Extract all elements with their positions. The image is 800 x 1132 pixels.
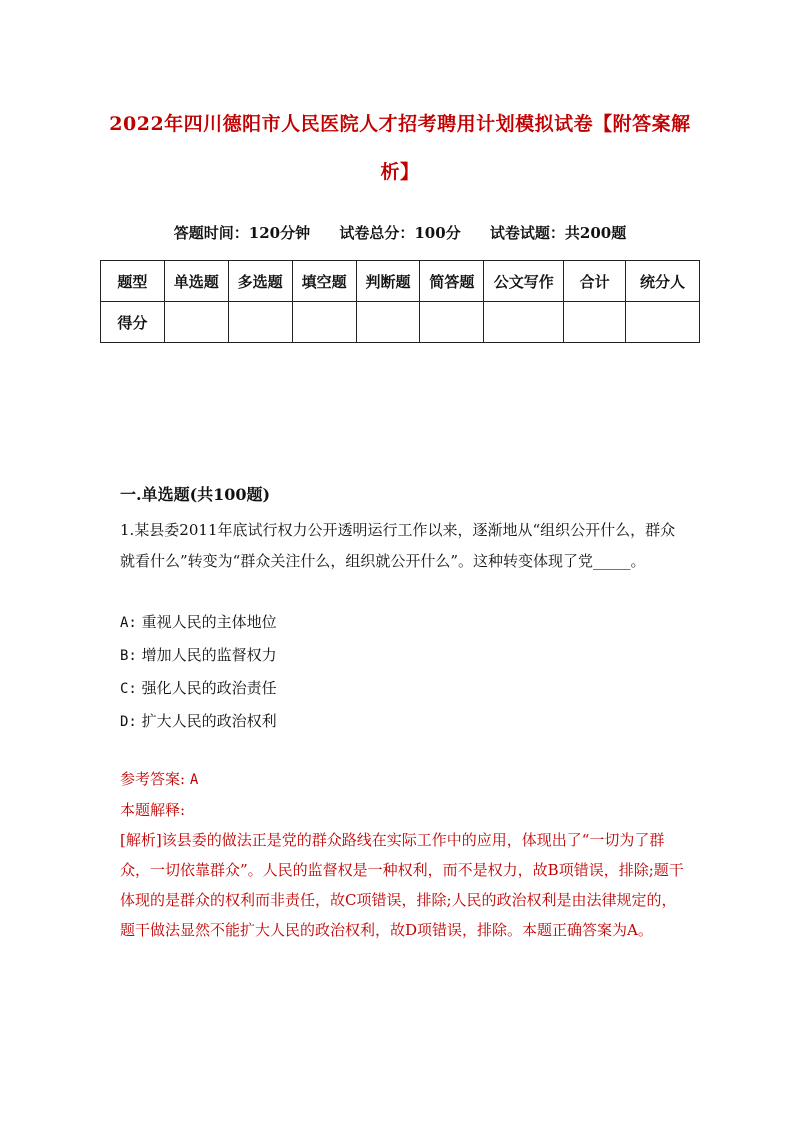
title-line-1: 2022年四川德阳市人民医院人才招考聘用计划模拟试卷【附答案解 [109, 113, 691, 135]
option-letter: C: [120, 681, 137, 697]
answer-label: 参考答案: [120, 770, 186, 788]
question-options [120, 606, 277, 738]
score-header-cell: 合计 [564, 261, 626, 302]
score-table [100, 260, 700, 343]
question-text: 1.某县委2011年底试行权力公开透明运行工作以来，逐渐地从“组织公开什么，群众就看什么”转变为“群众关注什么，组织就公开什么”。这种转变体现了党_____。 [120, 521, 676, 570]
option-c [120, 672, 277, 705]
score-cell [228, 302, 292, 343]
score-header-cell: 简答题 [420, 261, 484, 302]
score-header-cell: 公文写作 [484, 261, 564, 302]
score-cell [292, 302, 356, 343]
option-text: 重视人民的主体地位 [141, 613, 277, 631]
title-line-2: 析】 [380, 161, 420, 183]
score-header-cell: 填空题 [292, 261, 356, 302]
option-text: 增加人民的监督权力 [141, 646, 277, 664]
score-cell [484, 302, 564, 343]
option-letter: B: [120, 648, 137, 664]
section-heading: 一.单选题(共100题) [120, 485, 271, 504]
score-header-cell: 判断题 [356, 261, 420, 302]
answer-value: A [189, 772, 199, 788]
explanation-label: 本题解释: [120, 801, 186, 819]
score-cell [564, 302, 626, 343]
document-title [100, 100, 700, 196]
analysis-text: [解析]该县委的做法正是党的群众路线在实际工作中的应用，体现出了“一切为了群众，一切依靠群众”。人民的监督权是一种权利，而不是权力，故B项错误，排除;题干体现的是群众的权利而非责任，故C项错误，排除;人民的政治权利是由法律规定的，题干做法显然不能扩大人民的政治权利，故D项错误，排除。本题正确答案为A。 [120, 831, 684, 939]
option-d [120, 705, 277, 738]
score-cell [420, 302, 484, 343]
exam-total-score: 试卷总分：100分 [339, 224, 461, 242]
option-text: 强化人民的政治责任 [141, 679, 277, 697]
score-header-cell: 单选题 [164, 261, 228, 302]
score-table-header-row [101, 261, 700, 302]
option-b [120, 639, 277, 672]
option-letter: A: [120, 615, 137, 631]
score-row-label: 得分 [101, 302, 165, 343]
answer-block [120, 764, 690, 945]
score-cell [356, 302, 420, 343]
score-header-cell: 统分人 [626, 261, 700, 302]
score-cell [626, 302, 700, 343]
reference-answer [120, 764, 690, 795]
score-table-score-row [101, 302, 700, 343]
score-cell [164, 302, 228, 343]
option-text: 扩大人民的政治权利 [141, 712, 277, 730]
score-header-cell: 题型 [101, 261, 165, 302]
option-a [120, 606, 277, 639]
exam-time: 答题时间：120分钟 [173, 224, 311, 242]
exam-meta [0, 222, 800, 243]
score-header-cell: 多选题 [228, 261, 292, 302]
exam-question-count: 试卷试题：共200题 [489, 224, 627, 242]
option-letter: D: [120, 714, 137, 730]
